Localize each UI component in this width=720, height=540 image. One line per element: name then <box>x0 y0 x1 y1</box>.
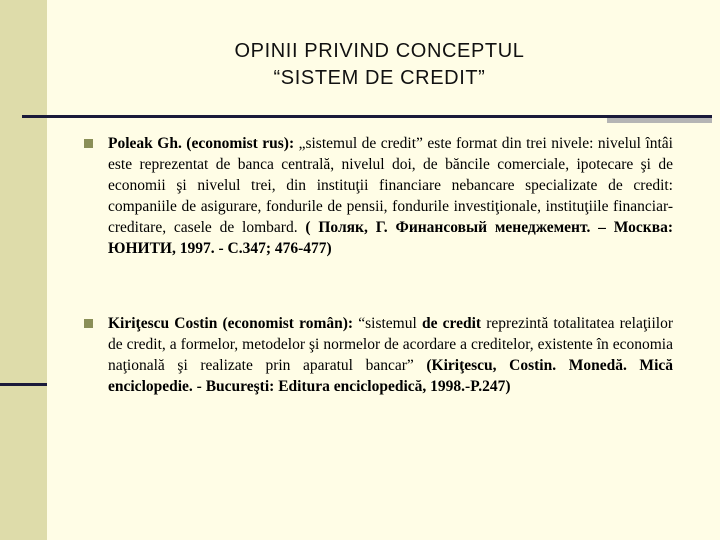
bullet-author: Kiriţescu Costin (economist român): <box>108 315 359 332</box>
bullet-reference: (Kiriţescu, Costin. Monedă. Mică enciclopedie. - Bucureşti: Editura enciclopedică, 1998.-P.247) <box>108 357 674 395</box>
bullet-text-kiritescu <box>108 313 673 397</box>
bullet-text-poleak <box>108 133 673 259</box>
square-bullet-icon <box>84 319 93 328</box>
bullet-quote-start: “sistemul <box>358 315 422 332</box>
left-decorative-band <box>0 0 47 540</box>
bullet-quote-rest: reprezintă totalitatea relaţiilor de credit, a formelor, metodelor şi normelor de acordare a creditelor, existente în economia naţională şi realizate prin aparatul bancar” <box>108 315 673 374</box>
bullet-item-kiritescu <box>80 313 673 397</box>
bullet-quote: „sistemul de credit” este format din trei nivele: nivelul întâi este reprezentat de banca centrală, nivelul doi, de băncile comerciale, ipotecare şi de economii şi nivelul trei, din instituţii financiare nebancare specializate de credit: companiile de asigurare, fondurile de pensii, fondurile investiţionale, instituţiile financiar-creditare, casele de lombard. <box>108 135 673 236</box>
bullet-item-poleak <box>80 133 673 259</box>
bullet-reference: ( Поляк, Г. Финансовый менеджемент. – Москва: ЮНИТИ, 1997. - С.347; 476-477) <box>108 219 673 257</box>
slide-title-line-1: OPINII PRIVIND CONCEPTUL <box>234 40 525 62</box>
slide-title-line-2: “SISTEM DE CREDIT” <box>273 67 486 89</box>
slide-title <box>47 38 712 92</box>
left-band-divider <box>0 383 47 386</box>
bullet-quote-emphasis: de credit <box>421 315 482 332</box>
bullet-author: Poleak Gh. (economist rus): <box>108 135 299 152</box>
square-bullet-icon <box>84 139 93 148</box>
title-divider-accent <box>607 118 712 123</box>
